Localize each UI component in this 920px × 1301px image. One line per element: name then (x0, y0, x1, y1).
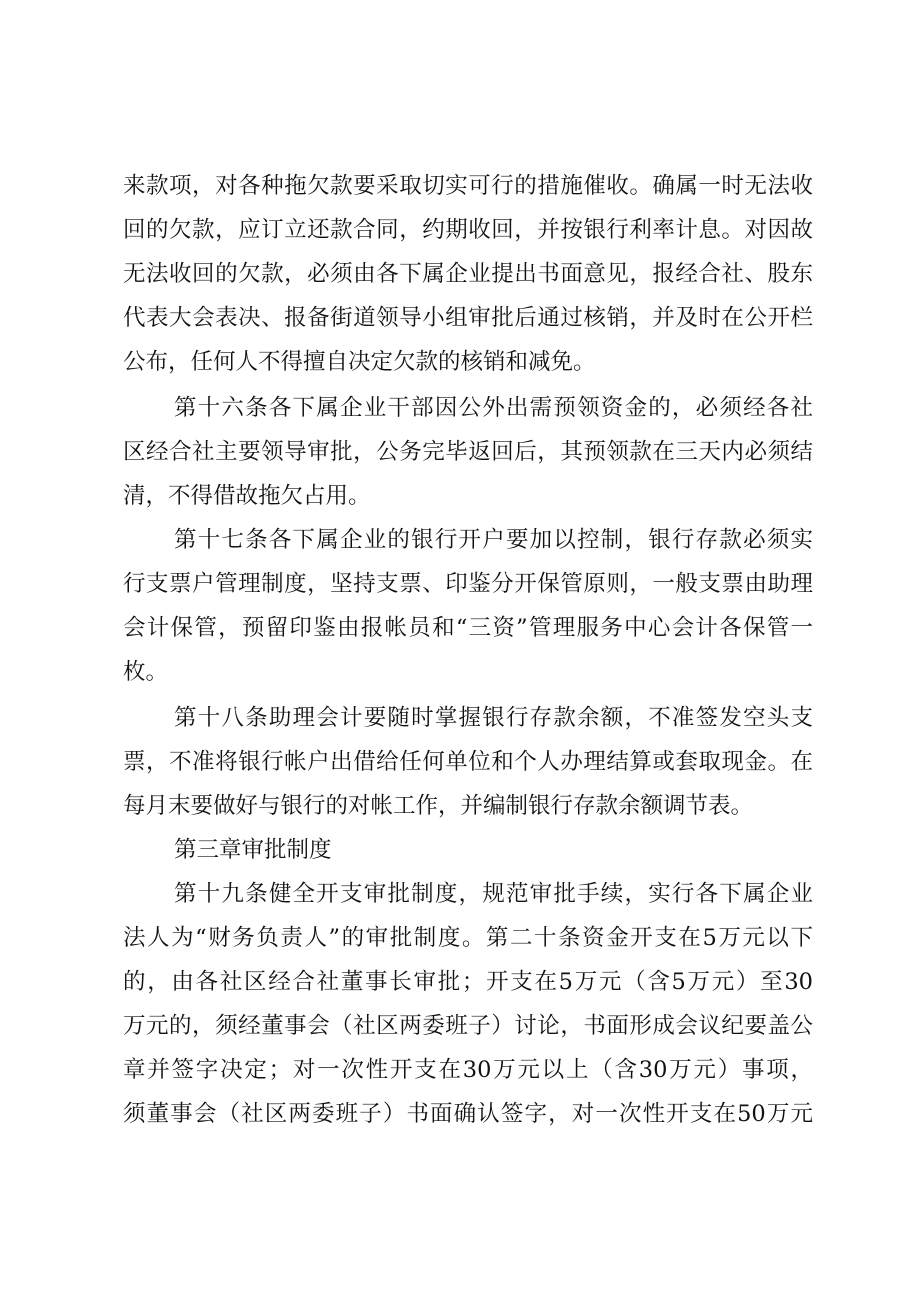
text-line: 票，不准将银行帐户出借给任何单位和个人办理结算或套取现金。在 (123, 749, 813, 775)
chapter-heading: 第三章审批制度 (174, 837, 332, 863)
text-line: 第十九条健全开支审批制度，规范审批手续，实行各下属企业 (174, 881, 813, 907)
text-line: 区经合社主要领导审批，公务完毕返回后，其预领款在三天内必须结 (123, 439, 813, 465)
text-line: 第十八条助理会计要随时掌握银行存款余额，不准签发空头支 (174, 705, 813, 731)
text-line: 万元的，须经董事会（社区两委班子）讨论，书面形成会议纪要盖公 (123, 1013, 813, 1039)
text-line: 须董事会（社区两委班子）书面确认签字，对一次性开支在50万元 (123, 1101, 813, 1127)
text-line: 第十七条各下属企业的银行开户要加以控制，银行存款必须实 (174, 527, 813, 553)
text-line: 第十六条各下属企业干部因公外出需预领资金的，必须经各社 (174, 395, 813, 421)
text-line: 清，不得借故拖欠占用。 (123, 483, 371, 509)
text-line: 会计保管，预留印鉴由报帐员和“三资”管理服务中心会计各保管一 (123, 615, 813, 641)
text-line: 每月末要做好与银行的对帐工作，并编制银行存款余额调节表。 (123, 793, 754, 819)
text-line: 来款项，对各种拖欠款要采取切实可行的措施催收。确属一时无法收 (123, 173, 813, 199)
text-line: 无法收回的欠款，必须由各下属企业提出书面意见，报经合社、股东 (123, 261, 813, 287)
text-line: 回的欠款，应订立还款合同，约期收回，并按银行利率计息。对因故 (123, 217, 813, 243)
text-line: 代表大会表决、报备街道领导小组审批后通过核销，并及时在公开栏 (123, 305, 813, 331)
text-line: 行支票户管理制度，坚持支票、印鉴分开保管原则，一般支票由助理 (123, 571, 813, 597)
text-line: 的，由各社区经合社董事长审批；开支在5万元（含5万元）至30 (123, 969, 813, 995)
text-line: 章并签字决定；对一次性开支在30万元以上（含30万元）事项， (123, 1057, 813, 1083)
text-line: 公布，任何人不得擅自决定欠款的核销和减免。 (123, 349, 596, 375)
text-line: 枚。 (123, 659, 169, 685)
text-line: 法人为“财务负责人”的审批制度。第二十条资金开支在5万元以下 (123, 925, 813, 951)
